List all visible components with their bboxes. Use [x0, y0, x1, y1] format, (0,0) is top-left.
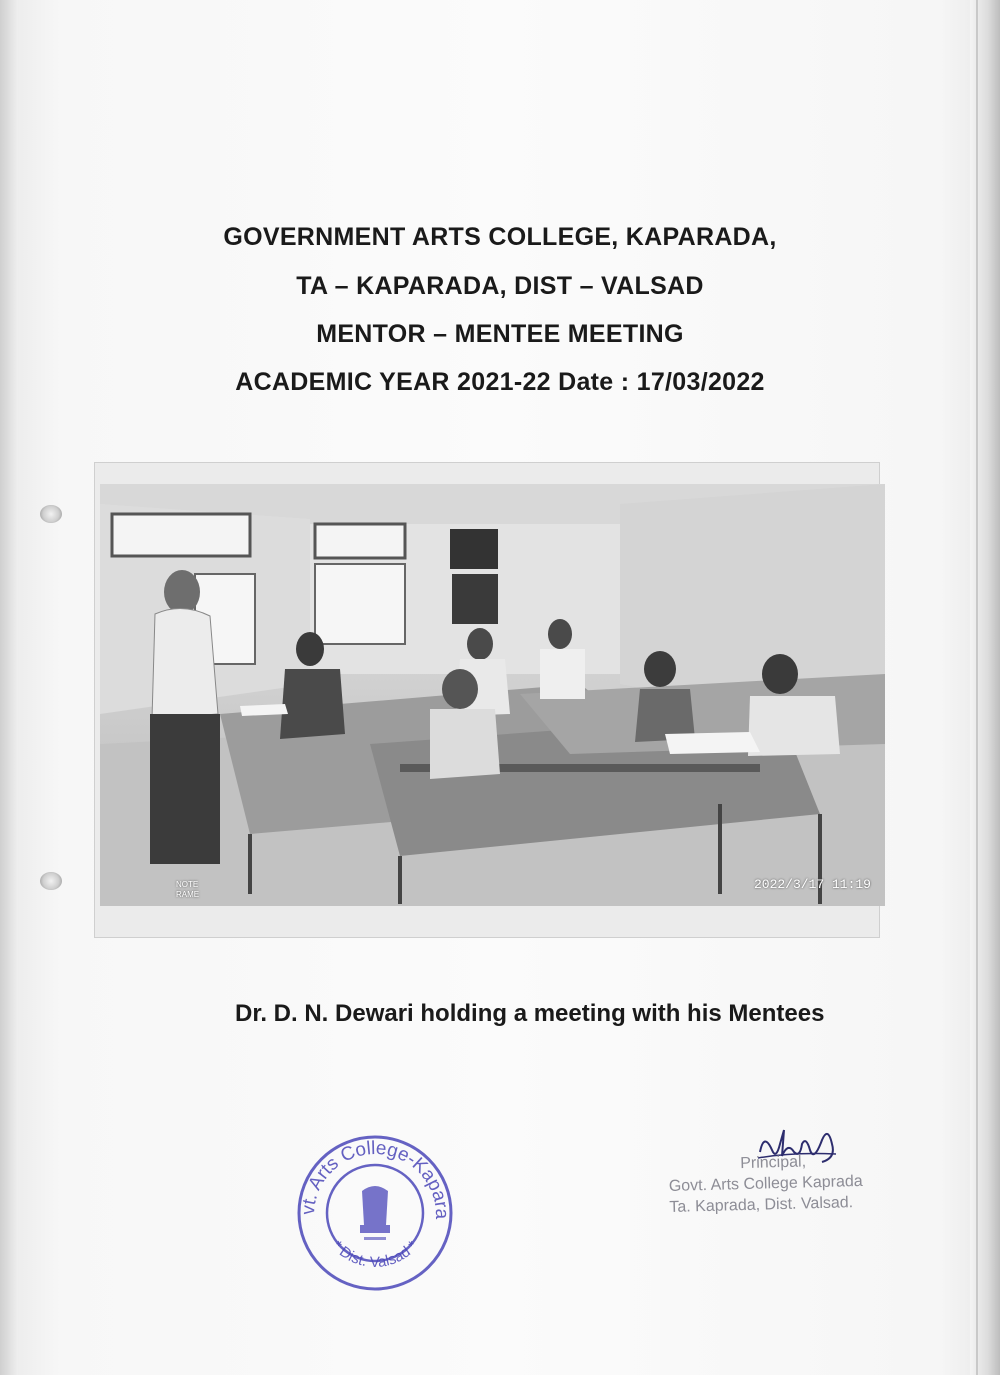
punch-hole-top	[40, 505, 62, 523]
photo-caption: Dr. D. N. Dewari holding a meeting with his Mentees	[235, 1000, 825, 1027]
seal-stamp-icon	[292, 1133, 458, 1293]
principal-college: Govt. Arts College Kaprada	[668, 1172, 863, 1195]
meeting-photo	[100, 484, 885, 906]
punch-hole-bottom	[40, 872, 62, 890]
paper-edge-right	[970, 0, 1000, 1375]
college-seal	[292, 1133, 458, 1293]
meeting-title-heading: MENTOR – MENTEE MEETING	[316, 320, 684, 348]
principal-title: Principal,	[740, 1153, 807, 1173]
photo-timestamp: 2022/3/17 11:19	[753, 877, 871, 892]
paper-edge-left	[0, 0, 18, 1375]
paper-edge-line	[976, 0, 978, 1375]
principal-address: Ta. Kaprada, Dist. Valsad.	[669, 1194, 854, 1216]
college-address-heading: TA – KAPARADA, DIST – VALSAD	[296, 272, 704, 300]
classroom-scene	[100, 484, 885, 906]
camera-watermark: NOTE RAME	[176, 880, 200, 899]
svg-text:Govt. Arts College-Kaparada: vt. Arts College-Kapara	[297, 1137, 453, 1220]
academic-year-heading: ACADEMIC YEAR 2021-22 Date : 17/03/2022	[235, 368, 765, 396]
college-name-heading: GOVERNMENT ARTS COLLEGE, KAPARADA,	[223, 223, 777, 251]
svg-text:* Dist. Valsad *: * Dist. Valsad *	[328, 1237, 422, 1271]
principal-stamp	[668, 1149, 910, 1218]
